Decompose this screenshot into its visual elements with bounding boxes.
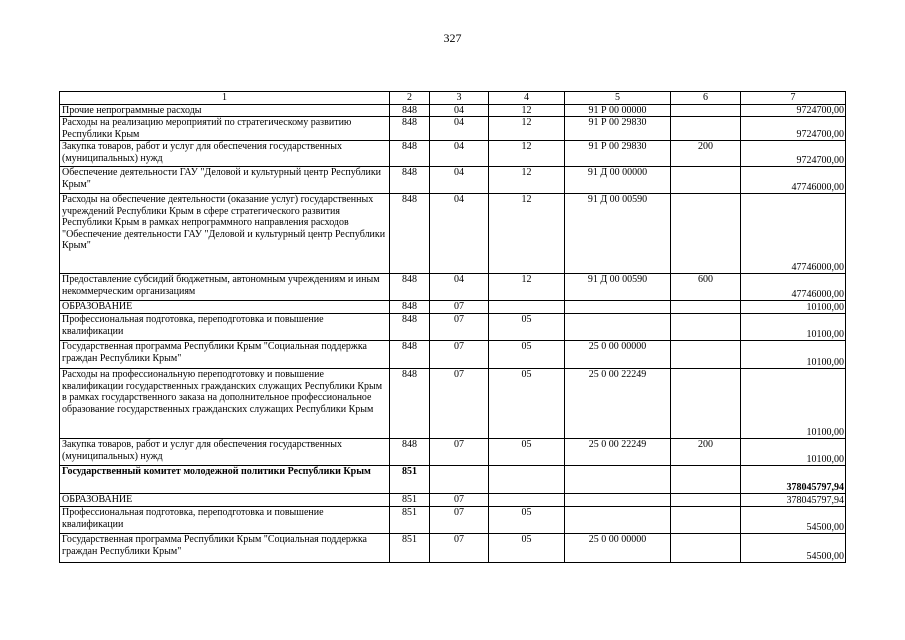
expense-type-cell	[671, 534, 741, 563]
ministry-code-cell: 851	[390, 466, 430, 494]
subsection-code-cell: 05	[489, 439, 565, 466]
page-number: 327	[443, 31, 462, 45]
ministry-code-cell: 848	[390, 141, 430, 167]
expense-type-cell: 200	[671, 141, 741, 167]
subsection-code-cell: 05	[489, 369, 565, 439]
subsection-code-cell	[489, 494, 565, 507]
table-row	[60, 466, 846, 494]
section-code-cell: 04	[430, 167, 489, 194]
ministry-code-cell: 848	[390, 314, 430, 341]
description-cell: Расходы на реализацию мероприятий по стратегическому развитию Республики Крым	[60, 117, 390, 141]
expense-type-cell	[671, 494, 741, 507]
section-code-cell: 07	[430, 369, 489, 439]
header-col-4: 4	[489, 92, 565, 105]
amount-cell: 47746000,00	[741, 194, 846, 274]
section-code-cell	[430, 466, 489, 494]
target-article-cell: 91 Р 00 29830	[565, 141, 671, 167]
table-row	[60, 141, 846, 167]
amount-cell: 10100,00	[741, 369, 846, 439]
ministry-code-cell: 848	[390, 369, 430, 439]
amount-cell: 47746000,00	[741, 274, 846, 301]
section-code-cell: 04	[430, 194, 489, 274]
description-cell: ОБРАЗОВАНИЕ	[60, 494, 390, 507]
description-cell: Закупка товаров, работ и услуг для обеспечения государственных (муниципальных) нужд	[60, 439, 390, 466]
expense-type-cell	[671, 341, 741, 369]
amount-cell: 9724700,00	[741, 117, 846, 141]
target-article-cell	[565, 301, 671, 314]
ministry-code-cell: 851	[390, 534, 430, 563]
amount-cell: 47746000,00	[741, 167, 846, 194]
subsection-code-cell: 12	[489, 274, 565, 301]
target-article-cell: 25 0 00 22249	[565, 439, 671, 466]
target-article-cell	[565, 466, 671, 494]
expense-type-cell	[671, 194, 741, 274]
subsection-code-cell: 05	[489, 314, 565, 341]
subsection-code-cell: 12	[489, 104, 565, 117]
description-cell: Государственная программа Республики Крым "Социальная поддержка граждан Республики Крым"	[60, 534, 390, 563]
ministry-code-cell: 848	[390, 301, 430, 314]
table-header-row	[60, 92, 846, 105]
table-row	[60, 104, 846, 117]
section-code-cell: 07	[430, 494, 489, 507]
amount-cell: 10100,00	[741, 439, 846, 466]
description-cell: Прочие непрограммные расходы	[60, 104, 390, 117]
amount-cell: 9724700,00	[741, 104, 846, 117]
amount-cell: 10100,00	[741, 341, 846, 369]
target-article-cell: 91 Д 00 00590	[565, 274, 671, 301]
expense-type-cell	[671, 507, 741, 534]
subsection-code-cell	[489, 301, 565, 314]
ministry-code-cell: 848	[390, 104, 430, 117]
target-article-cell	[565, 507, 671, 534]
header-col-5: 5	[565, 92, 671, 105]
table-row	[60, 274, 846, 301]
subsection-code-cell: 05	[489, 341, 565, 369]
table-row	[60, 117, 846, 141]
section-code-cell: 04	[430, 141, 489, 167]
subsection-code-cell: 12	[489, 194, 565, 274]
ministry-code-cell: 851	[390, 494, 430, 507]
table-row	[60, 314, 846, 341]
header-col-2: 2	[390, 92, 430, 105]
description-cell: Профессиональная подготовка, переподготовка и повышение квалификации	[60, 314, 390, 341]
table-row	[60, 194, 846, 274]
target-article-cell: 25 0 00 00000	[565, 341, 671, 369]
amount-cell: 54500,00	[741, 507, 846, 534]
target-article-cell: 91 Д 00 00000	[565, 167, 671, 194]
section-code-cell: 07	[430, 534, 489, 563]
table-row	[60, 369, 846, 439]
amount-cell: 10100,00	[741, 314, 846, 341]
target-article-cell	[565, 314, 671, 341]
target-article-cell: 25 0 00 00000	[565, 534, 671, 563]
table-row	[60, 494, 846, 507]
section-code-cell: 07	[430, 301, 489, 314]
amount-cell: 378045797,94	[741, 494, 846, 507]
section-code-cell: 07	[430, 341, 489, 369]
ministry-code-cell: 848	[390, 167, 430, 194]
description-cell: ОБРАЗОВАНИЕ	[60, 301, 390, 314]
budget-table	[59, 91, 846, 563]
target-article-cell: 25 0 00 22249	[565, 369, 671, 439]
description-cell: Профессиональная подготовка, переподготовка и повышение квалификации	[60, 507, 390, 534]
subsection-code-cell: 12	[489, 167, 565, 194]
description-cell: Расходы на обеспечение деятельности (оказание услуг) государственных учреждений Республики Крым в сфере стратегического развития Республики Крым в рамках непрограммного направления расходов "Обеспечение деятельности ГАУ "Деловой и культурный центр Республики Крым"	[60, 194, 390, 274]
table-row	[60, 507, 846, 534]
description-cell: Государственный комитет молодежной политики Республики Крым	[60, 466, 390, 494]
ministry-code-cell: 851	[390, 507, 430, 534]
ministry-code-cell: 848	[390, 194, 430, 274]
header-col-7: 7	[741, 92, 846, 105]
section-code-cell: 04	[430, 274, 489, 301]
section-code-cell: 07	[430, 439, 489, 466]
description-cell: Государственная программа Республики Крым "Социальная поддержка граждан Республики Крым"	[60, 341, 390, 369]
ministry-code-cell: 848	[390, 341, 430, 369]
ministry-code-cell: 848	[390, 439, 430, 466]
target-article-cell: 91 Р 00 00000	[565, 104, 671, 117]
amount-cell: 54500,00	[741, 534, 846, 563]
section-code-cell: 04	[430, 117, 489, 141]
section-code-cell: 04	[430, 104, 489, 117]
table-row	[60, 341, 846, 369]
table-row	[60, 301, 846, 314]
subsection-code-cell: 05	[489, 534, 565, 563]
expense-type-cell	[671, 301, 741, 314]
table-row	[60, 534, 846, 563]
subsection-code-cell: 05	[489, 507, 565, 534]
target-article-cell: 91 Д 00 00590	[565, 194, 671, 274]
target-article-cell: 91 Р 00 29830	[565, 117, 671, 141]
expense-type-cell	[671, 117, 741, 141]
subsection-code-cell: 12	[489, 141, 565, 167]
subsection-code-cell: 12	[489, 117, 565, 141]
table-row	[60, 439, 846, 466]
amount-cell: 9724700,00	[741, 141, 846, 167]
target-article-cell	[565, 494, 671, 507]
description-cell: Обеспечение деятельности ГАУ "Деловой и культурный центр Республики Крым"	[60, 167, 390, 194]
ministry-code-cell: 848	[390, 274, 430, 301]
expense-type-cell	[671, 314, 741, 341]
expense-type-cell: 200	[671, 439, 741, 466]
description-cell: Предоставление субсидий бюджетным, автономным учреждениям и иным некоммерческим организациям	[60, 274, 390, 301]
description-cell: Расходы на профессиональную переподготовку и повышение квалификации государственных гражданских служащих Республики Крым в рамках государственного заказа на дополнительное профессиональное образование государственных гражданских служащих Республики Крым	[60, 369, 390, 439]
header-col-3: 3	[430, 92, 489, 105]
expense-type-cell	[671, 104, 741, 117]
expense-type-cell: 600	[671, 274, 741, 301]
expense-type-cell	[671, 167, 741, 194]
section-code-cell: 07	[430, 314, 489, 341]
description-cell: Закупка товаров, работ и услуг для обеспечения государственных (муниципальных) нужд	[60, 141, 390, 167]
header-col-6: 6	[671, 92, 741, 105]
ministry-code-cell: 848	[390, 117, 430, 141]
expense-type-cell	[671, 466, 741, 494]
header-col-1: 1	[60, 92, 390, 105]
expense-type-cell	[671, 369, 741, 439]
table-row	[60, 167, 846, 194]
amount-cell: 10100,00	[741, 301, 846, 314]
section-code-cell: 07	[430, 507, 489, 534]
amount-cell: 378045797,94	[741, 466, 846, 494]
subsection-code-cell	[489, 466, 565, 494]
